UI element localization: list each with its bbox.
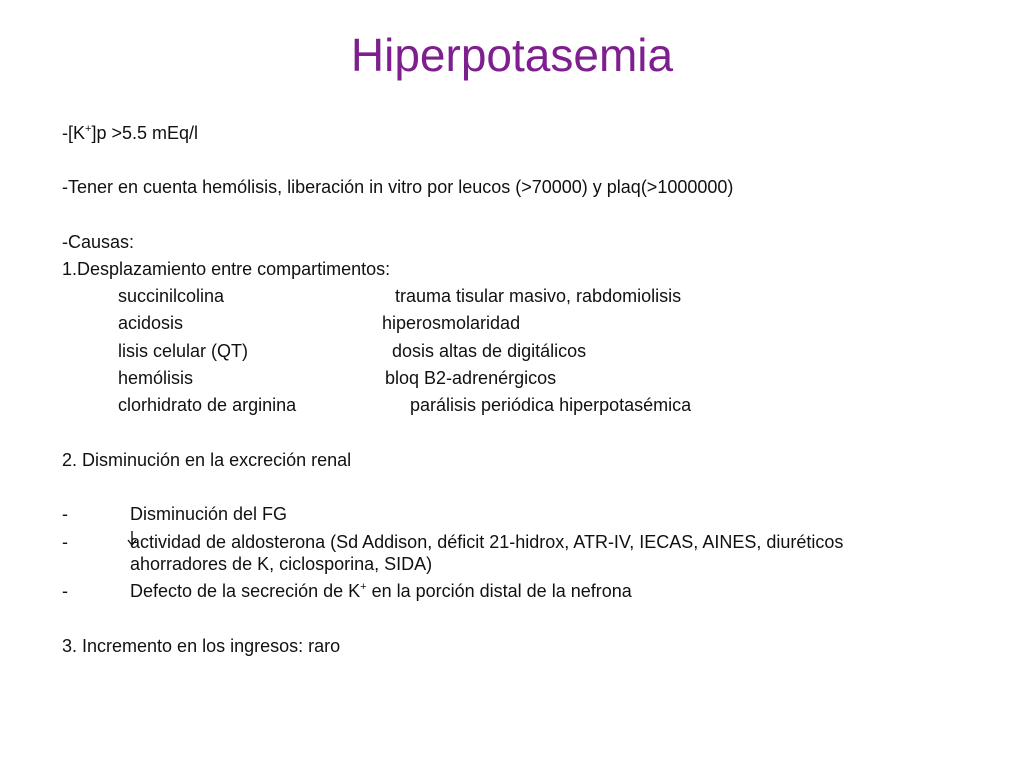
bullet-dash: - bbox=[62, 504, 68, 524]
bullet-dash: - bbox=[62, 532, 68, 552]
causes-label: -Causas: bbox=[62, 232, 135, 252]
cause-2-item-continuation: ahorradores de K, ciclosporina, SIDA) bbox=[130, 554, 433, 574]
cause-1-item-right: trauma tisular masivo, rabdomiolisis bbox=[395, 286, 682, 306]
cause-3-heading: 3. Incremento en los ingresos: raro bbox=[62, 636, 341, 656]
cause-2-heading: 2. Disminución en la excreción renal bbox=[62, 450, 352, 470]
potassium-threshold bbox=[62, 122, 198, 144]
cause-1-item-left: succinilcolina bbox=[118, 286, 225, 306]
cause-1-item-right: parálisis periódica hiperpotasémica bbox=[410, 395, 692, 415]
cause-1-item-left: hemólisis bbox=[118, 368, 194, 388]
secretion-text-pre: Defecto de la secreción de K bbox=[130, 581, 361, 601]
secretion-text-post: en la porción distal de la nefrona bbox=[366, 581, 632, 601]
cause-1-item-right: dosis altas de digitálicos bbox=[392, 341, 587, 361]
cause-2-item bbox=[130, 580, 632, 602]
pseudohyperkalemia-note: -Tener en cuenta hemólisis, liberación in vitro por leucos (>70000) y plaq(>1000000) bbox=[62, 177, 734, 197]
cause-2-item: Disminución del FG bbox=[130, 504, 288, 524]
threshold-prefix: -[K bbox=[62, 123, 86, 143]
threshold-sup: + bbox=[85, 123, 92, 135]
cause-1-heading: 1.Desplazamiento entre compartimentos: bbox=[62, 259, 391, 279]
secretion-text-sup: + bbox=[360, 581, 367, 593]
cause-1-item-right: hiperosmolaridad bbox=[382, 313, 521, 333]
slide-title: Hiperpotasemia bbox=[350, 29, 674, 81]
cause-1-item-left: acidosis bbox=[118, 313, 184, 333]
bullet-dash: - bbox=[62, 581, 68, 601]
cause-2-item: actividad de aldosterona (Sd Addison, déficit 21-hidrox, ATR-IV, IECAS, AINES, diuréticos bbox=[130, 532, 844, 552]
cause-1-item-right: bloq B2-adrenérgicos bbox=[385, 368, 557, 388]
cause-1-item-left: clorhidrato de arginina bbox=[118, 395, 297, 415]
cause-1-item-left: lisis celular (QT) bbox=[118, 341, 249, 361]
threshold-rest: ]p >5.5 mEq/l bbox=[91, 123, 199, 143]
